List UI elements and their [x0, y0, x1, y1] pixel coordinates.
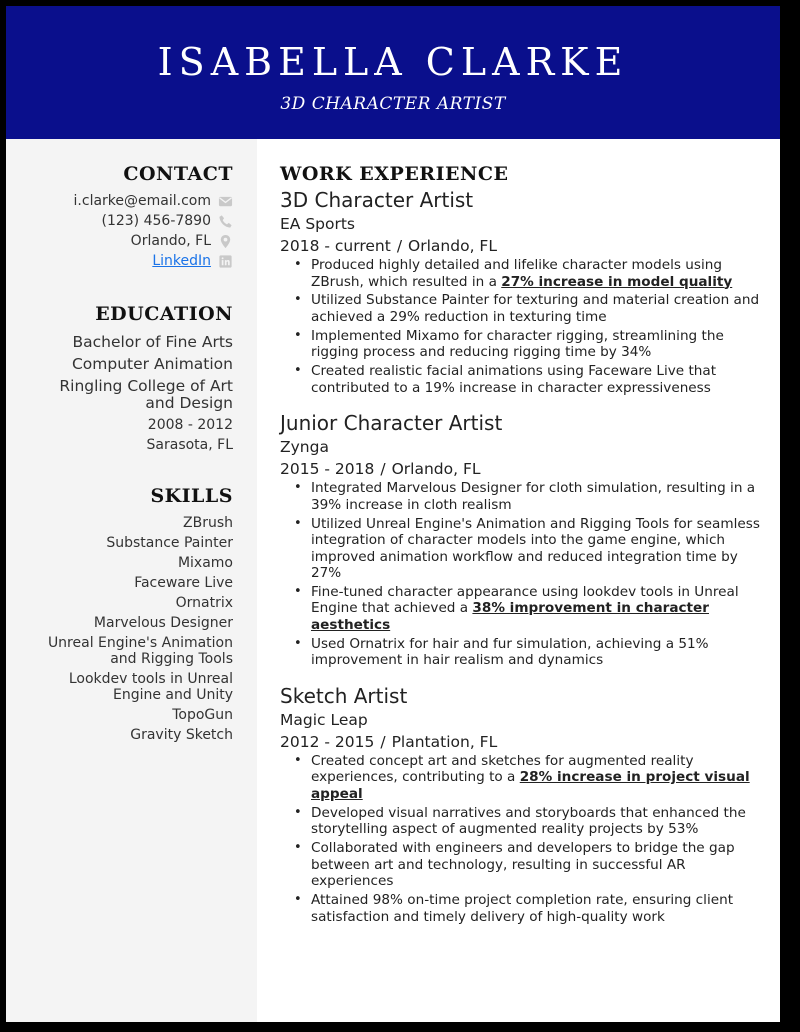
- major: Computer Animation: [71, 355, 233, 373]
- bullet-item: [311, 516, 760, 582]
- job-dates-location: [280, 235, 760, 257]
- job-entry: [280, 683, 760, 925]
- phone-icon: [218, 214, 233, 229]
- bullet-text: Utilized Substance Painter for texturing and material creation and achieved a 29% reduction in texturing time: [311, 292, 760, 325]
- resume-header: [6, 6, 780, 139]
- bullet-item: [311, 584, 760, 634]
- education-heading: EDUCATION: [95, 303, 233, 325]
- jobs-list: [280, 187, 760, 925]
- contact-phone-row: [6, 211, 233, 231]
- contact-linkedin-row: [6, 251, 233, 271]
- contact-heading: CONTACT: [123, 163, 233, 185]
- linkedin-link[interactable]: LinkedIn: [152, 253, 211, 269]
- skill-item: TopoGun: [172, 707, 233, 723]
- bullet-item: [311, 753, 760, 803]
- separator: /: [380, 460, 386, 479]
- job-bullets: [280, 257, 760, 396]
- bullet-item: [311, 363, 760, 396]
- contact-location-row: [6, 231, 233, 251]
- location-text: Orlando, FL: [130, 233, 211, 249]
- job-dates: 2015 - 2018: [280, 460, 375, 479]
- skill-item: Mixamo: [177, 555, 233, 571]
- job-bullets: [280, 480, 760, 669]
- bullet-highlight: 27% increase in model quality: [501, 273, 733, 290]
- skills-heading: SKILLS: [150, 485, 233, 507]
- job-location: Orlando, FL: [408, 237, 497, 255]
- bullet-item: [311, 636, 760, 669]
- resume-page: [6, 6, 780, 1022]
- skill-item: Gravity Sketch: [130, 727, 233, 743]
- main-content: [280, 139, 760, 927]
- envelope-icon: [218, 194, 233, 209]
- company-name: Magic Leap: [280, 710, 368, 729]
- skill-item: Faceware Live: [134, 575, 233, 591]
- bullet-text: Created concept art and sketches for augmented reality experiences, contributing to a: [311, 752, 694, 786]
- skill-item: Lookdev tools in Unreal Engine and Unity: [68, 671, 233, 703]
- bullet-item: [311, 292, 760, 325]
- linkedin-icon[interactable]: [218, 254, 233, 269]
- job-location: Orlando, FL: [391, 460, 481, 479]
- bullet-text: Used Ornatrix for hair and fur simulation, achieving a 51% improvement in hair realism and dynamics: [311, 635, 709, 669]
- bullet-text: Fine-tuned character appearance using lookdev tools in Unreal Engine that achieved a: [311, 583, 739, 617]
- email-text: i.clarke@email.com: [73, 193, 211, 209]
- job-title: 3D Character Artist: [280, 188, 474, 212]
- job-dates: 2012 - 2015: [280, 732, 375, 751]
- bullet-item: [311, 805, 760, 838]
- bullet-item: [311, 257, 760, 290]
- bullet-text: Attained 98% on-time project completion rate, ensuring client satisfaction and timely delivery of high-quality work: [311, 892, 734, 925]
- bullet-text: Developed visual narratives and storyboards that enhanced the storytelling aspect of augmented reality projects by 53%: [311, 804, 746, 838]
- company-name: EA Sports: [280, 215, 356, 233]
- job-entry: [280, 410, 760, 669]
- company-name: Zynga: [280, 438, 329, 457]
- job-bullets: [280, 753, 760, 925]
- separator: /: [380, 732, 386, 751]
- bullet-text: Collaborated with engineers and developers to bridge the gap between art and technology, resulting in successful AR experiences: [311, 840, 735, 890]
- skill-item: Ornatrix: [175, 595, 233, 611]
- bullet-item: [311, 840, 760, 890]
- bullet-text: Created realistic facial animations using Faceware Live that contributed to a 19% increase in character expressiveness: [311, 363, 717, 396]
- skill-item: Substance Painter: [106, 535, 233, 551]
- candidate-title: 3D CHARACTER ARTIST: [280, 94, 506, 114]
- bullet-text: Produced highly detailed and lifelike character models using ZBrush, which resulted in a: [311, 257, 722, 290]
- bullet-item: [311, 328, 760, 361]
- job-dates-location: [280, 458, 760, 480]
- sidebar: [6, 139, 257, 1022]
- work-experience-heading: WORK EXPERIENCE: [280, 163, 509, 185]
- skills-list: [6, 515, 233, 743]
- skill-item: Unreal Engine's Animation and Rigging Tools: [47, 635, 233, 667]
- map-pin-icon: [218, 234, 233, 249]
- candidate-name: ISABELLA CLARKE: [157, 40, 629, 84]
- contact-email-row: [6, 191, 233, 211]
- bullet-highlight: 28% increase in project visual appeal: [311, 769, 750, 802]
- bullet-text: Utilized Unreal Engine's Animation and Rigging Tools for seamless integration of character models into the game engine, which improved animation workflow and reduced integration time by 27%: [311, 515, 760, 582]
- phone-text: (123) 456-7890: [101, 213, 211, 229]
- job-entry: [280, 187, 760, 396]
- job-location: Plantation, FL: [391, 732, 498, 751]
- bullet-item: [311, 892, 760, 925]
- bullet-item: [311, 480, 760, 513]
- degree: Bachelor of Fine Arts: [72, 333, 233, 351]
- skill-item: Marvelous Designer: [93, 615, 233, 631]
- bullet-highlight: 38% improvement in character aesthetics: [311, 600, 709, 633]
- job-title: Sketch Artist: [280, 683, 408, 708]
- bullet-text: Implemented Mixamo for character rigging, streamlining the rigging process and reducing rigging time by 34%: [311, 327, 724, 361]
- job-title: Junior Character Artist: [280, 411, 503, 436]
- separator: /: [396, 237, 403, 255]
- skill-item: ZBrush: [183, 515, 233, 531]
- job-dates: 2018 - current: [280, 237, 391, 255]
- bullet-text: Integrated Marvelous Designer for cloth simulation, resulting in a 39% increase in cloth realism: [311, 480, 756, 513]
- education-location: Sarasota, FL: [146, 437, 233, 453]
- school-name: Ringling College of Art and Design: [59, 377, 233, 412]
- job-dates-location: [280, 731, 760, 753]
- education-years: 2008 - 2012: [147, 417, 233, 433]
